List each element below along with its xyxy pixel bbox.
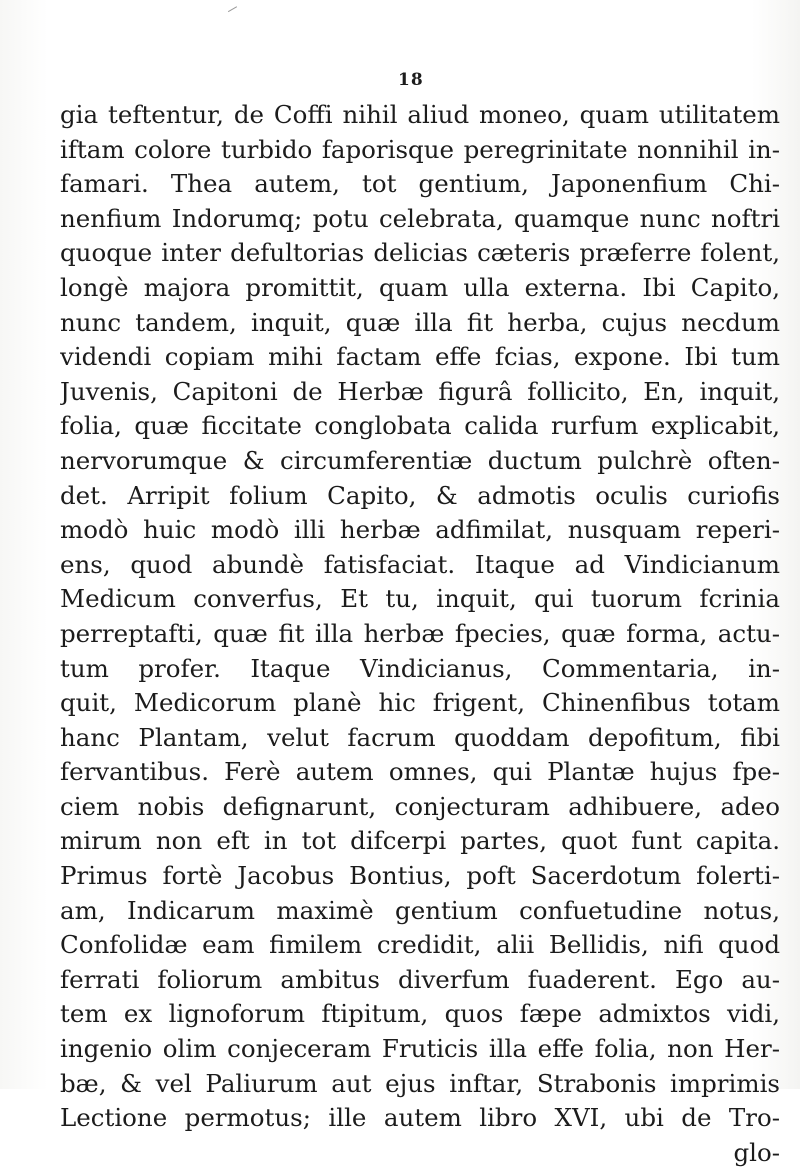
text-line: iftam colore turbido faporisque peregrinitate nonnihil in- [60,134,780,164]
text-line: modò huic modò illi herbæ adfimilat, nusquam reperi- [60,515,780,545]
text-line: Medicum converfus, Et tu, inquit, qui tuorum fcrinia [60,584,780,614]
text-line: det. Arripit folium Capito, & admotis oculis curiofis [60,480,780,510]
text-line: gia teftentur, de Coffi nihil aliud moneo, quam utilitatem [60,100,780,129]
text-line: ferrati foliorum ambitus diverfum fuaderent. Ego au- [60,964,780,994]
text-line: quit, Medicorum planè hic frigent, Chinenfibus totam [60,688,780,718]
text-line: famari. Thea autem, tot gentium, Japonenfium Chi- [60,169,780,199]
text-line: Primus fortè Jacobus Bontius, poft Sacerdotum folerti- [60,861,780,891]
text-line: ingenio olim conjeceram Fruticis illa effe folia, non Her- [60,1034,780,1064]
text-line: ciem nobis defignarunt, conjecturam adhibuere, adeo [60,791,780,821]
text-line: Confolidæ eam fimilem credidit, alii Bellidis, nifi quod [60,930,780,960]
text-line: longè majora promittit, quam ulla externa. Ibi Capito, [60,272,780,302]
text-line: nenfium Indorumq; potu celebrata, quamque nunc noftri [60,203,780,233]
text-line: ens, quod abundè fatisfaciat. Itaque ad Vindicianum [60,549,780,579]
text-line: videndi copiam mihi factam effe fcias, expone. Ibi tum [60,342,780,372]
text-line: perreptafti, quæ fit illa herbæ fpecies, quæ forma, actu- [60,618,780,648]
paper-mark [228,6,242,21]
text-line: quoque inter defultorias delicias cæteris præferre folent, [60,238,780,268]
body-text [60,98,780,1170]
text-line: nervorumque & circumferentiæ ductum pulchrè often- [60,445,780,475]
text-line: folia, quæ ficcitate conglobata calida rurfum explicabit, [60,411,780,441]
text-line: Lectione permotus; ille autem libro XVI, ubi de Tro- [60,1103,780,1133]
text-line: tem ex lignoforum ftipitum, quos fæpe admixtos vidi, [60,999,780,1029]
text-line: nunc tandem, inquit, quæ illa fit herba, cujus necdum [60,307,780,337]
text-line: mirum non eft in tot difcerpi partes, quot funt capita. [60,826,780,856]
text-line: bæ, & vel Paliurum aut ejus inftar, Strabonis imprimis [60,1068,780,1098]
text-line: Juvenis, Capitoni de Herbæ figurâ follicito, En, inquit, [60,376,780,406]
text-line: am, Indicarum maximè gentium confuetudine notus, [60,895,780,925]
text-line: tum profer. Itaque Vindicianus, Commentaria, in- [60,653,780,683]
text-line: fervantibus. Ferè autem omnes, qui Plantæ hujus fpe- [60,757,780,787]
page-number: 18 [398,70,424,90]
catchword: glo- [733,1137,780,1167]
text-line: hanc Plantam, velut facrum quoddam depofitum, fibi [60,722,780,752]
